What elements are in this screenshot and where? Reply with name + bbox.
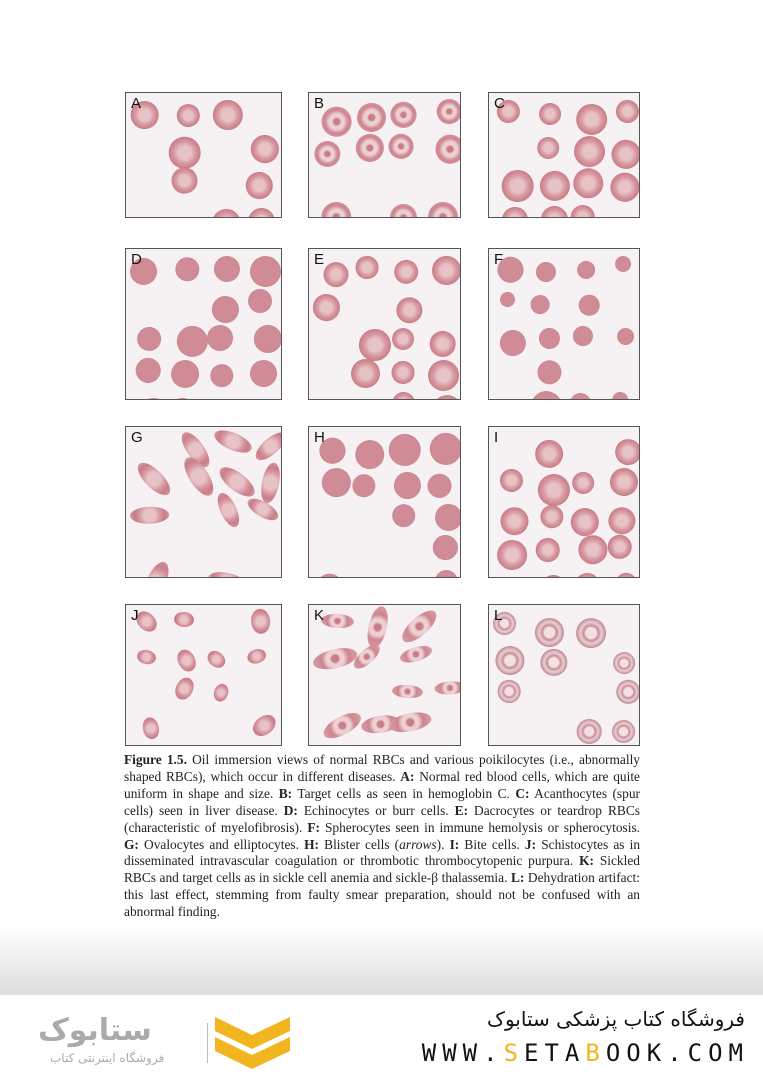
panel-l [488, 604, 640, 746]
blood-cell [281, 255, 282, 289]
blood-cell [205, 359, 238, 392]
blood-cell [392, 293, 426, 327]
blood-cell [570, 132, 610, 172]
blood-cell [251, 609, 272, 636]
blood-cell [613, 324, 637, 348]
blood-cell [211, 426, 255, 458]
blood-cell [536, 325, 562, 351]
setabook-logo: ستابوک [38, 1013, 152, 1048]
blood-cell [397, 606, 441, 648]
blood-cell [247, 357, 281, 391]
blood-cell [525, 385, 567, 400]
blood-cell [208, 293, 242, 327]
panel-b [308, 92, 461, 218]
blood-cell [316, 462, 356, 502]
blood-cell [567, 391, 593, 400]
blood-cell [249, 320, 282, 357]
blood-cell [356, 102, 388, 134]
panel-label: E [314, 251, 325, 268]
blood-cell [320, 709, 364, 744]
panel-label: B [314, 95, 325, 112]
blood-cell [164, 393, 200, 400]
blood-cell [397, 642, 433, 665]
blood-cell [495, 677, 523, 705]
blood-cell [384, 129, 419, 164]
blood-cell [363, 604, 391, 650]
blood-cell [246, 206, 277, 218]
blood-cell [533, 259, 558, 284]
blood-cell [355, 256, 379, 280]
blood-cell [611, 719, 635, 743]
blood-cell [321, 202, 352, 218]
blood-cell [244, 285, 276, 317]
blood-cell [279, 132, 282, 168]
blood-cell [244, 250, 282, 292]
panel-label: C [494, 95, 505, 112]
blood-cell [130, 507, 170, 525]
blood-cell [575, 616, 609, 650]
blood-cell [610, 568, 640, 578]
blood-cell [500, 291, 517, 308]
blood-cell [534, 133, 563, 162]
panel-label: K [314, 607, 325, 624]
blood-cell [210, 252, 245, 287]
blood-cell [605, 167, 640, 207]
blood-cell [607, 135, 640, 174]
panel-j [125, 604, 282, 746]
blood-cell [313, 570, 346, 578]
blood-cell [603, 530, 636, 563]
footer-banner [0, 995, 763, 1080]
blood-cell [312, 644, 360, 673]
blood-cell [529, 612, 570, 653]
blood-cell [392, 684, 424, 699]
blood-cell [169, 165, 200, 196]
blood-cell [175, 324, 211, 360]
blood-cell [427, 327, 459, 359]
blood-cell [384, 429, 426, 471]
blood-cell [136, 649, 157, 666]
blood-cell [424, 356, 461, 394]
blood-cell [575, 573, 601, 578]
blood-cell [423, 427, 461, 472]
blood-cell [243, 168, 277, 202]
blood-cell [494, 501, 534, 541]
blood-cell [246, 130, 282, 168]
blood-cell [203, 320, 238, 355]
blood-cell [172, 254, 202, 284]
blood-cell [174, 101, 202, 129]
panel-f [488, 248, 640, 400]
blood-cell [534, 98, 565, 129]
blood-cell [389, 501, 418, 530]
blood-cell [533, 356, 566, 389]
blood-cell [348, 469, 380, 501]
blood-cell [614, 97, 640, 124]
blood-cell [535, 500, 568, 533]
blood-cell [390, 326, 416, 352]
blood-cell [213, 490, 243, 530]
blood-cell [535, 537, 561, 563]
blood-cell [612, 392, 628, 400]
blood-cell [529, 293, 551, 315]
blood-cell [612, 253, 632, 273]
store-name: فروشگاه کتاب پزشکی ستابوک [487, 1007, 745, 1031]
panel-g [125, 426, 282, 578]
blood-cell [537, 572, 568, 578]
blood-cell [575, 717, 604, 746]
panel-i [488, 426, 640, 578]
figure-caption: Figure 1.5. Oil immersion views of normal RBCs and various poikilocytes (i.e., abnormally shaped RBCs), which occur in different diseases. A: Normal red blood cells, which are quite uniform in shape and size. B: Target cells as seen in hemoglobin C. C: Acanthocytes (spur cells) seen in liver disease. D: Echinocytes or burr cells. E: Dacrocytes or teardrop RBCs (characteristic of myelofibrosis). F: Spherocytes seen in immune hemolysis or spherocytosis. G: Ovalocytes and elliptocytes. H: Blister cells (arrows). I: Bite cells. J: Schistocytes as in disseminated intravascular coagulation or thrombotic thrombocytopenic purpura. K: Sickled RBCs and target cells as in sickle cell anemia and sickle-β thalassemia. L: Dehydration artifact: this last effect, stemming from faulty smear preparation, should not be confused with an abnormal finding. [124, 752, 641, 920]
panel-label: D [131, 251, 142, 268]
blood-cell [428, 202, 458, 218]
blood-cell [280, 203, 282, 218]
blood-cell [140, 716, 160, 741]
blood-cell [424, 469, 456, 501]
blood-cell [390, 360, 415, 385]
blood-cell [212, 100, 242, 130]
blood-cell [610, 434, 640, 471]
blood-cell [573, 257, 599, 283]
blood-cell [389, 255, 423, 289]
panel-label: H [314, 429, 325, 446]
panel-label: A [131, 95, 142, 112]
blood-cell [384, 198, 422, 218]
blood-cell [428, 530, 461, 565]
blood-cell [207, 569, 248, 578]
panel-c [488, 92, 640, 218]
chevron-logo-icon [215, 1017, 290, 1072]
blood-cell [491, 534, 534, 577]
blood-cell [350, 128, 389, 167]
blood-cell [133, 458, 175, 500]
blood-cell [432, 256, 461, 285]
blood-cell [310, 291, 343, 324]
blood-cell [207, 203, 247, 218]
blood-cell [319, 258, 352, 291]
blood-cell [172, 675, 197, 703]
figure-label: Figure 1.5. [124, 752, 187, 767]
blood-cell [281, 167, 282, 200]
blood-cell [500, 205, 530, 218]
blood-cell [430, 130, 461, 169]
divider [207, 1023, 208, 1063]
blood-cell [135, 396, 171, 400]
blood-cell [169, 357, 202, 390]
panel-d [125, 248, 282, 400]
panel-k [308, 604, 461, 746]
blood-cell [167, 135, 203, 171]
panel-label: G [131, 429, 143, 446]
blood-cell [139, 558, 174, 578]
panel-a [125, 92, 282, 218]
blood-cell [251, 427, 282, 464]
blood-cell [212, 682, 231, 704]
blood-cell [568, 468, 598, 498]
blood-cell [502, 170, 534, 202]
logo-subtitle: فروشگاه اینترنتی کتاب [50, 1051, 165, 1065]
panel-label: F [494, 251, 504, 268]
blood-cell [249, 710, 280, 740]
blood-cell [427, 391, 461, 400]
blood-cell [536, 202, 572, 218]
blood-cell [276, 287, 282, 330]
panel-label: I [494, 429, 499, 446]
blood-cell [530, 435, 569, 474]
blood-cell [605, 464, 640, 501]
blood-cell [498, 467, 525, 494]
blood-cell [429, 498, 461, 536]
blood-cell [349, 434, 390, 475]
store-url[interactable]: WWW.SETABOOK.COM [421, 1039, 749, 1067]
page-shadow [0, 925, 763, 995]
blood-cell [540, 171, 571, 202]
blood-cell [386, 97, 421, 132]
blood-cell [390, 389, 419, 400]
blood-cell [566, 201, 599, 218]
blood-cell [610, 649, 638, 677]
blood-cell [571, 324, 596, 349]
blood-cell [320, 613, 354, 629]
blood-cell [131, 353, 166, 388]
blood-cell [132, 322, 166, 356]
blood-cell [312, 139, 342, 169]
blood-cell [577, 293, 602, 318]
blood-cell [612, 675, 640, 709]
panel-e [308, 248, 461, 400]
blood-cell [433, 567, 461, 578]
blood-cell [497, 327, 529, 359]
blood-cell [388, 709, 433, 735]
blood-cell [174, 611, 195, 627]
blood-cell [605, 504, 638, 537]
panel-h [308, 426, 461, 578]
blood-cell [432, 95, 461, 128]
blood-cell [433, 680, 461, 696]
blood-cell [205, 647, 229, 671]
blood-cell [257, 461, 282, 504]
blood-cell [391, 469, 424, 502]
blood-cell [572, 166, 605, 199]
blood-cell [246, 647, 269, 666]
blood-cell [174, 647, 200, 675]
panel-label: L [494, 607, 503, 624]
blood-cell [535, 644, 571, 680]
blood-cell [492, 643, 528, 679]
panel-label: J [131, 607, 139, 624]
